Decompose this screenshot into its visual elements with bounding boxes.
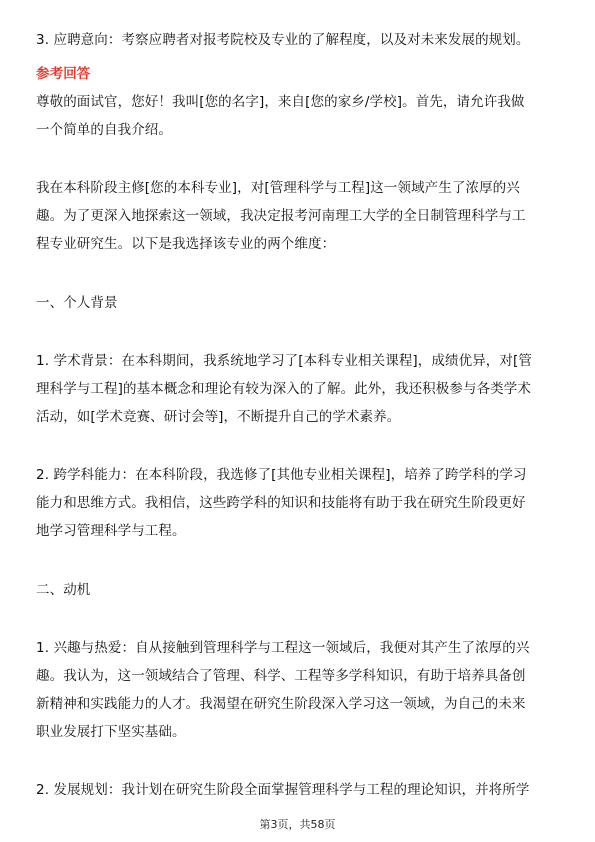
paragraph-line: 程专业研究生。以下是我选择该专业的两个维度： <box>36 236 336 252</box>
section-heading-personal-background: 一、个人背景 <box>36 295 118 311</box>
paragraph-line: 1. 兴趣与热爱：自从接触到管理科学与工程这一领域后，我便对其产生了浓厚的兴 <box>36 640 530 656</box>
paragraph-line: 趣。为了更深入地探索这一领域，我决定报考河南理工大学的全日制管理科学与工 <box>36 208 526 224</box>
section-item-3-hiring-intent: 3. 应聘意向：考察应聘者对报考院校及专业的了解程度，以及对未来发展的规划。 <box>36 32 530 48</box>
paragraph-line: 我在本科阶段主修[您的本科专业]，对[管理科学与工程]这一领域产生了浓厚的兴 <box>36 180 520 196</box>
paragraph-line: 能力和思维方式。我相信，这些跨学科的知识和技能将有助于我在研究生阶段更好 <box>36 495 526 511</box>
paragraph-line: 活动，如[学术竞赛、研讨会等]，不断提升自己的学术素养。 <box>36 409 401 425</box>
reference-answer-heading: 参考回答 <box>36 66 91 82</box>
paragraph-line: 理科学与工程]的基本概念和理论有较为深入的了解。此外，我还积极参与各类学术 <box>36 381 531 397</box>
page-footer: 第3页，共58页 <box>259 818 336 831</box>
paragraph-line: 一个简单的自我介绍。 <box>36 122 172 138</box>
section-heading-motivation: 二、动机 <box>36 582 91 598</box>
paragraph-line: 趣。我认为，这一领域结合了管理、科学、工程等多学科知识，有助于培养具备创 <box>36 668 526 684</box>
paragraph-line: 新精神和实践能力的人才。我渴望在研究生阶段深入学习这一领域，为自己的未来 <box>36 696 526 712</box>
paragraph-line: 尊敬的面试官，您好！我叫[您的名字]，来自[您的家乡/学校]。首先，请允许我做 <box>36 94 525 110</box>
paragraph-line: 地学习管理科学与工程。 <box>36 523 186 539</box>
paragraph-line: 1. 学术背景：在本科期间，我系统地学习了[本科专业相关课程]，成绩优异，对[管 <box>36 353 532 369</box>
paragraph-line: 2. 跨学科能力：在本科阶段，我选修了[其他专业相关课程]，培养了跨学科的学习 <box>36 467 527 483</box>
paragraph-line: 职业发展打下坚实基础。 <box>36 724 186 740</box>
paragraph-line: 2. 发展规划：我计划在研究生阶段全面掌握管理科学与工程的理论知识，并将所学 <box>36 782 530 798</box>
